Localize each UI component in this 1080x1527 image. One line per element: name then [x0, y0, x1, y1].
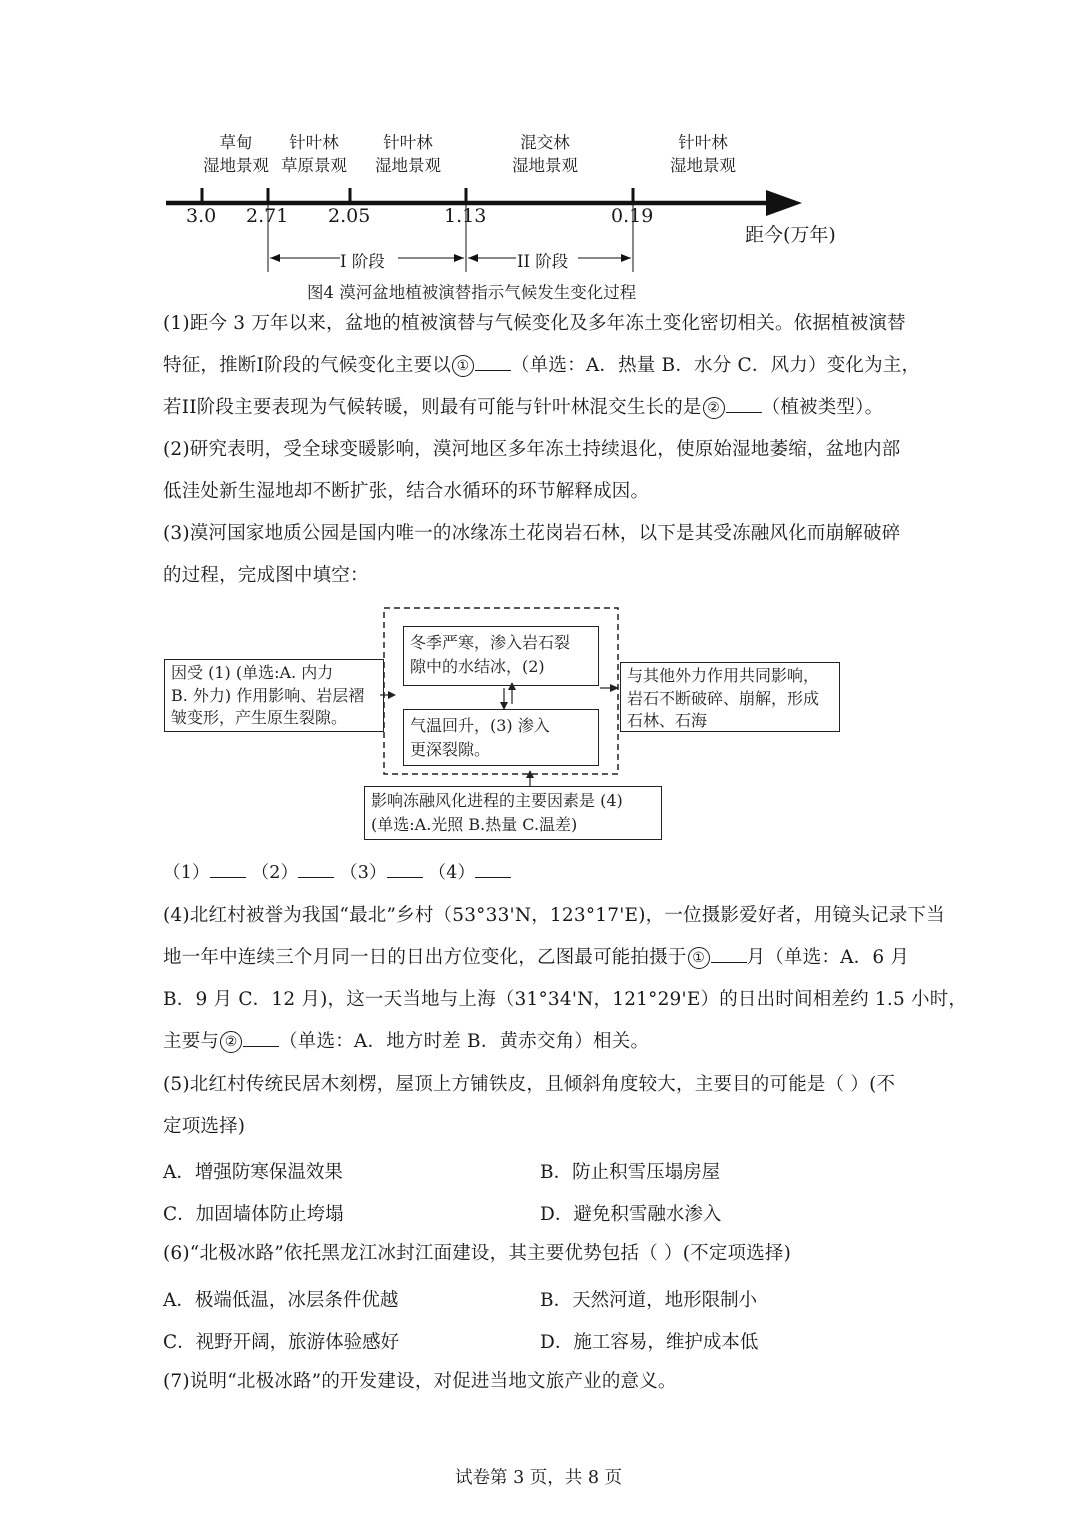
question-4 — [163, 895, 968, 1063]
question-3 — [163, 513, 919, 597]
timeline-axis — [160, 180, 820, 280]
answer-blank[interactable] — [243, 1028, 279, 1047]
flow-box-result: 与其他外力作用共同影响， 岩石不断破碎、崩解，形成 石林、石海 — [620, 662, 840, 732]
stage-label: 混交林 湿地景观 — [512, 133, 578, 175]
answer-blank[interactable] — [726, 394, 762, 413]
blanks-row: （1） （2） （3） （4） — [163, 852, 919, 894]
circle-number: ① — [688, 947, 710, 969]
q5-option-b[interactable]: B．防止积雪压塌房屋 — [540, 1162, 721, 1183]
tick-label: 2.71 — [246, 205, 289, 227]
stage-label: 针叶林 草原景观 — [281, 133, 347, 175]
answer-blank[interactable] — [475, 859, 511, 878]
stage-label: 针叶林 湿地景观 — [670, 133, 736, 175]
q2-line: (2)研究表明，受全球变暖影响，漠河地区多年冻土持续退化，使原始湿地萎缩，盆地内部 — [163, 439, 901, 460]
flow-box-freeze: 冬季严寒，渗入岩石裂 隙中的水结冰，(2) — [403, 626, 599, 686]
question-2 — [163, 429, 919, 513]
q6-option-d[interactable]: D．施工容易，维护成本低 — [540, 1332, 759, 1353]
q1-line: 若II阶段主要表现为气候转暖，则最有可能与针叶林混交生长的是 ② （植被类型）。 — [163, 387, 919, 429]
question-5 — [163, 1064, 919, 1148]
flow-box-cause: 因受 (1) (单选:A. 内力 B. 外力) 作用影响、岩层褶 皱变形，产生原生裂隙。 — [164, 659, 384, 732]
flow-box-factor: 影响冻融风化进程的主要因素是 (4) (单选:A.光照 B.热量 C.温差) — [364, 786, 662, 840]
q5-line: (5)北红村传统民居木刻楞，屋顶上方铺铁皮，且倾斜角度较大，主要目的可能是（ ）(不 — [163, 1074, 896, 1095]
q4-line: 主要与 ② （单选：A．地方时差 B．黄赤交角）相关。 — [163, 1021, 919, 1063]
q4-line: (4)北红村被誉为我国“最北”乡村（53°33'N，123°17'E)，一位摄影爱好者，用镜头记录下当 — [163, 905, 945, 926]
circle-number: ① — [452, 355, 474, 377]
q7-line: (7)说明“北极冰路”的开发建设，对促进当地文旅产业的意义。 — [163, 1371, 677, 1392]
circle-number: ② — [703, 397, 725, 419]
q6-line: (6)“北极冰路”依托黑龙江冰封江面建设，其主要优势包括（ ）(不定项选择) — [163, 1243, 792, 1264]
phase1-label: I 阶段 — [340, 252, 385, 271]
circle-number: ② — [220, 1031, 242, 1053]
q6-option-c[interactable]: C．视野开阔，旅游体验感好 — [163, 1332, 400, 1353]
stage-label: 草甸 湿地景观 — [203, 133, 269, 175]
answer-blank[interactable] — [210, 859, 246, 878]
q5-option-d[interactable]: D．避免积雪融水渗入 — [540, 1204, 722, 1225]
tick-label: 0.19 — [611, 205, 654, 227]
answer-blank[interactable] — [711, 944, 747, 963]
q5-option-a[interactable]: A．增强防寒保温效果 — [163, 1162, 343, 1183]
q3-line: 的过程，完成图中填空： — [163, 565, 369, 586]
q5-line: 定项选择) — [163, 1116, 246, 1137]
q1-line: 特征，推断I阶段的气候变化主要以 ① （单选：A．热量 B．水分 C．风力）变化为主， — [163, 345, 919, 387]
q4-line: B．9 月 C．12 月)，这一天当地与上海（31°34'N，121°29'E）的日出时间相差约 1.5 小时， — [163, 989, 968, 1010]
answer-blank[interactable] — [298, 859, 334, 878]
question-6 — [163, 1233, 919, 1275]
axis-label: 距今(万年) — [745, 224, 836, 246]
page-footer: 试卷第 3 页，共 8 页 — [455, 1468, 623, 1488]
question-1 — [163, 303, 919, 429]
q1-line: (1)距今 3 万年以来，盆地的植被演替与气候变化及多年冻土变化密切相关。依据植被演替 — [163, 313, 906, 334]
q6-option-a[interactable]: A．极端低温，冰层条件优越 — [163, 1290, 399, 1311]
question-7 — [163, 1361, 919, 1403]
flow-box-thaw: 气温回升，(3) 渗入 更深裂隙。 — [403, 709, 599, 766]
q5-option-c[interactable]: C．加固墙体防止垮塌 — [163, 1204, 344, 1225]
q3-line: (3)漠河国家地质公园是国内唯一的冰缘冻土花岗岩石林，以下是其受冻融风化而崩解破碎 — [163, 523, 901, 544]
stage-label: 针叶林 湿地景观 — [375, 133, 441, 175]
q6-option-b[interactable]: B．天然河道，地形限制小 — [540, 1290, 758, 1311]
tick-label: 3.0 — [186, 205, 217, 227]
figure-caption: 图4 漠河盆地植被演替指示气候发生变化过程 — [307, 283, 637, 302]
tick-label: 1.13 — [444, 205, 487, 227]
q4-line: 地一年中连续三个月同一日的日出方位变化，乙图最可能拍摄于 ① 月（单选：A．6 月 — [163, 937, 919, 979]
axis-arrow — [766, 190, 802, 216]
q2-line: 低洼处新生湿地却不断扩张，结合水循环的环节解释成因。 — [163, 481, 650, 502]
phase2-label: II 阶段 — [517, 252, 569, 271]
answer-blank[interactable] — [387, 859, 423, 878]
tick-label: 2.05 — [328, 205, 371, 227]
answer-blank[interactable] — [475, 352, 511, 371]
